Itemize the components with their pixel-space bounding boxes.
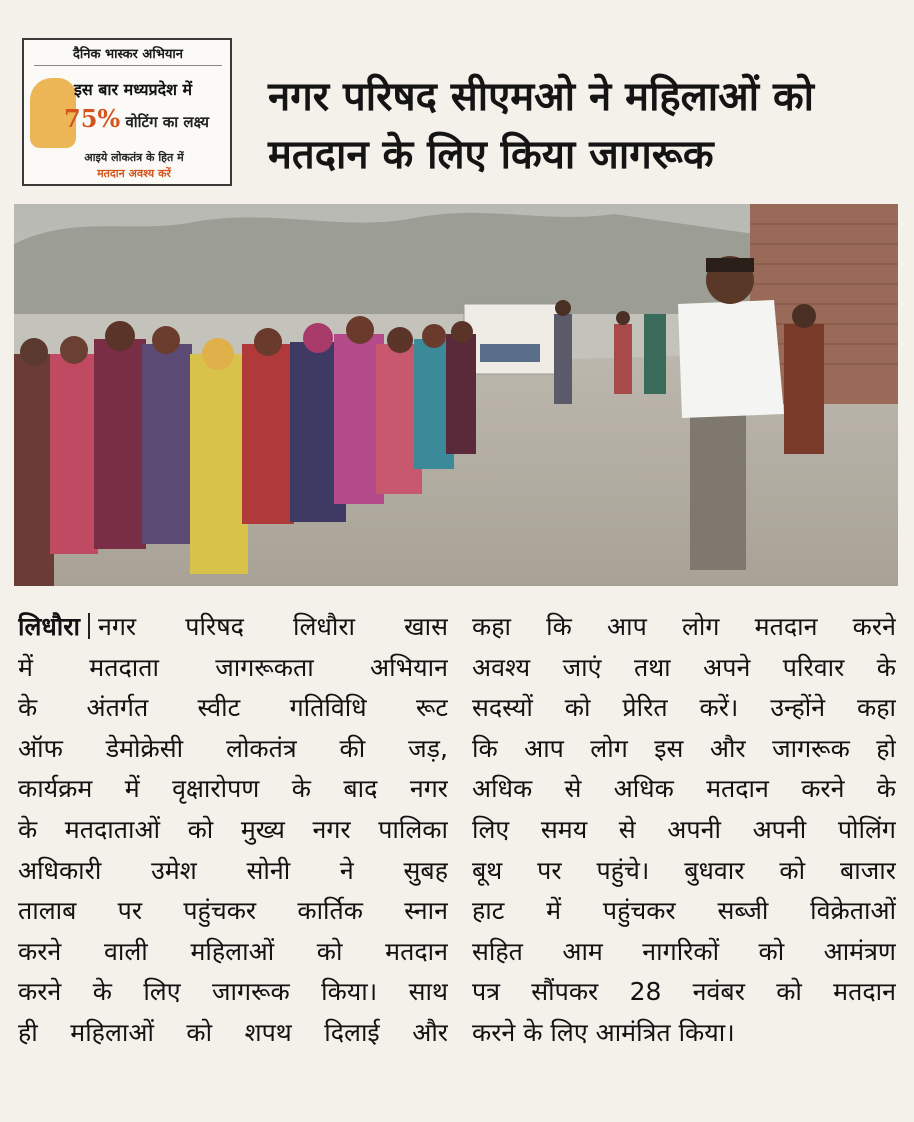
article-line: तालाब पर पहुंचकर कार्तिक स्नान bbox=[18, 896, 448, 926]
article-line: करने के लिए जागरूक किया। साथ bbox=[18, 977, 448, 1007]
badge-line-3: आइये लोकतंत्र के हित में bbox=[84, 151, 184, 164]
article-line: पत्र सौंपकर 28 नवंबर को मतदान bbox=[472, 977, 896, 1007]
article-line: करने के लिए आमंत्रित किया। bbox=[472, 1017, 735, 1047]
badge-header: दैनिक भास्कर अभियान bbox=[34, 44, 222, 66]
headline-line-2: मतदान के लिए किया जागरूक bbox=[268, 132, 714, 178]
badge-line-2 bbox=[64, 104, 230, 133]
article-line: अधिक से अधिक मतदान करने के bbox=[472, 774, 896, 804]
article-line: कि आप लोग इस और जागरूक हो bbox=[472, 733, 896, 763]
article-line: बूथ पर पहुंचे। बुधवार को बाजार bbox=[472, 855, 896, 885]
article-line: कार्यक्रम में वृक्षारोपण के बाद नगर bbox=[18, 774, 448, 804]
article-line-text: नगर परिषद लिधौरा खास bbox=[97, 612, 448, 641]
photo-scene bbox=[14, 204, 898, 586]
dateline-separator bbox=[88, 613, 90, 639]
dateline: लिधौरा bbox=[18, 612, 80, 641]
article-line: में मतदाता जागरूकता अभियान bbox=[18, 652, 448, 682]
article-line: ऑफ डेमोक्रेसी लोकतंत्र की जड़, bbox=[18, 733, 448, 763]
news-photo bbox=[14, 204, 898, 586]
article-line: लिए समय से अपनी अपनी पोलिंग bbox=[472, 814, 896, 844]
headline-line-1: नगर परिषद सीएमओ ने महिलाओं को bbox=[268, 74, 815, 120]
article-line: के मतदाताओं को मुख्य नगर पालिका bbox=[18, 814, 448, 844]
article-line: के अंतर्गत स्वीट गतिविधि रूट bbox=[18, 693, 448, 723]
article-line bbox=[18, 607, 448, 648]
badge-line-1: इस बार मध्यप्रदेश में bbox=[74, 80, 193, 99]
headline bbox=[268, 68, 888, 184]
article-line: अधिकारी उमेश सोनी ने सुबह bbox=[18, 855, 448, 885]
badge-line-2-text: वोटिंग का लक्ष्य bbox=[125, 113, 209, 131]
article-line: हाट में पहुंचकर सब्जी विक्रेताओं bbox=[472, 896, 896, 926]
badge-line-4: मतदान अवश्य करें bbox=[97, 167, 171, 180]
badge-percent: 75% bbox=[64, 104, 121, 133]
article-line: अवश्य जाएं तथा अपने परिवार के bbox=[472, 652, 896, 682]
article-line: करने वाली महिलाओं को मतदान bbox=[18, 936, 448, 966]
article-line: ही महिलाओं को शपथ दिलाई और bbox=[18, 1017, 448, 1047]
article-column-right bbox=[472, 607, 896, 1054]
article-column-left bbox=[18, 607, 448, 1054]
campaign-badge bbox=[22, 38, 232, 186]
article-line: सदस्यों को प्रेरित करें। उन्होंने कहा bbox=[472, 693, 896, 723]
article-line: सहित आम नागरिकों को आमंत्रण bbox=[472, 936, 896, 966]
article-line: कहा कि आप लोग मतदान करने bbox=[472, 612, 896, 641]
